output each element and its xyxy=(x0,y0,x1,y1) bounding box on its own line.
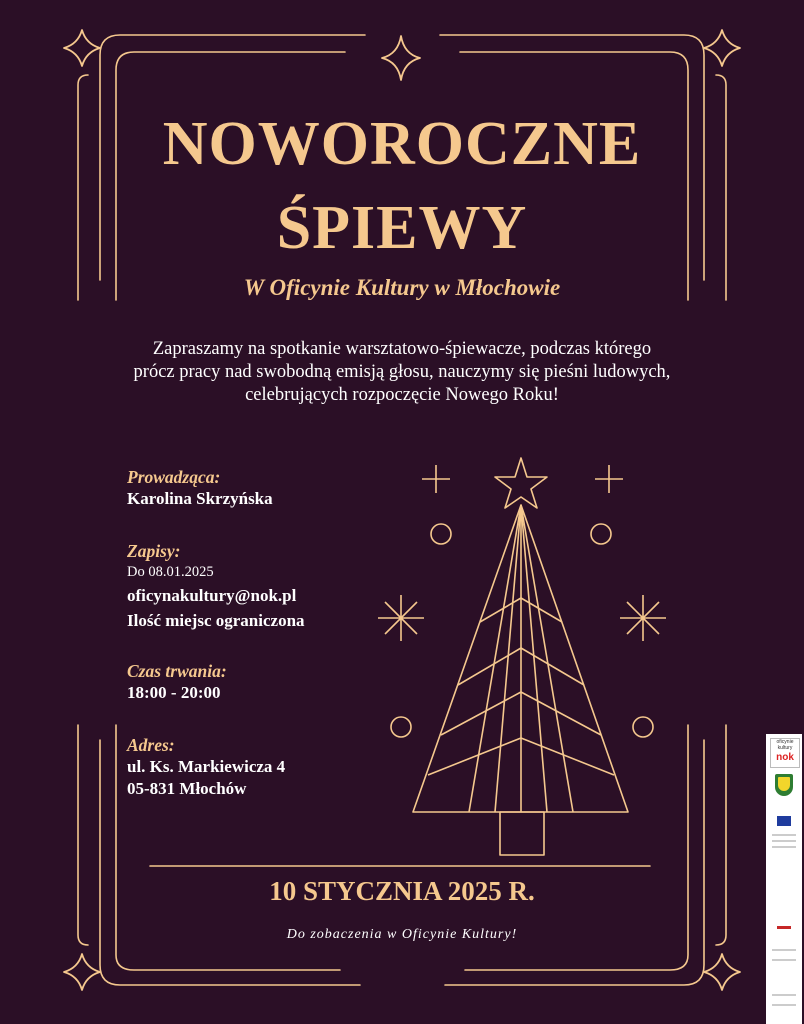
sponsor-text-bar xyxy=(772,840,796,842)
signup-email[interactable]: oficynakultury@nok.pl xyxy=(127,586,297,605)
subtitle: W Oficynie Kultury w Młochowie xyxy=(243,275,561,300)
circle-ornament-icon xyxy=(431,524,451,544)
snowflake-icon xyxy=(620,595,666,641)
circle-ornament-icon xyxy=(633,717,653,737)
circle-ornament-icon xyxy=(391,717,411,737)
frame-bottom-right xyxy=(445,740,704,985)
intro-text xyxy=(100,338,704,407)
duration-section xyxy=(127,661,407,704)
sponsor-red-logo-icon xyxy=(777,926,791,929)
address-section xyxy=(127,735,407,800)
nok-letter: k xyxy=(788,752,794,763)
nok-letter: n xyxy=(776,752,783,763)
top-star-icon xyxy=(382,36,420,80)
farewell-text: Do zobaczenia w Oficynie Kultury! xyxy=(286,927,518,942)
circle-ornament-icon xyxy=(591,524,611,544)
host-label: Prowadząca: xyxy=(127,467,221,487)
duration-label: Czas trwania: xyxy=(127,661,227,681)
nok-caption: oficynie kultury xyxy=(776,739,794,751)
corner-star-icon xyxy=(704,954,740,990)
sponsor-text-bar xyxy=(772,1004,796,1006)
plus-icon xyxy=(422,465,450,493)
nok-logo xyxy=(770,738,800,768)
address-street: ul. Ks. Markiewicza 4 xyxy=(127,757,286,776)
corner-star-icon xyxy=(64,30,100,66)
signup-section xyxy=(127,541,407,632)
title-line-2: ŚPIEWY xyxy=(276,194,528,262)
intro-line: Zapraszamy na spotkanie warsztatowo-śpiewacze, podczas którego xyxy=(152,339,652,359)
address-label: Adres: xyxy=(127,735,175,755)
sponsor-text-bar xyxy=(772,959,796,961)
sponsor-text-bar xyxy=(772,994,796,996)
plus-icon xyxy=(595,465,623,493)
signup-label: Zapisy: xyxy=(127,541,181,561)
host-name: Karolina Skrzyńska xyxy=(127,489,273,508)
title-line-1: NOWOROCZNE xyxy=(162,110,642,178)
sponsor-text-bar xyxy=(772,834,796,836)
municipality-crest-icon xyxy=(775,774,793,796)
intro-line: celebrujących rozpoczęcie Nowego Roku! xyxy=(245,385,559,405)
host-section xyxy=(127,467,407,510)
corner-star-icon xyxy=(64,954,100,990)
sponsor-text-bar xyxy=(772,846,796,848)
duration-time: 18:00 - 20:00 xyxy=(127,683,221,702)
nok-letter: o xyxy=(782,752,789,763)
corner-star-icon xyxy=(704,30,740,66)
event-date: 10 STYCZNIA 2025 R. xyxy=(269,876,535,906)
sponsor-text-bar xyxy=(772,949,796,951)
signup-note: Ilość miejsc ograniczona xyxy=(127,611,305,630)
eu-flag-icon xyxy=(777,816,791,826)
sponsor-logos-strip xyxy=(766,734,802,1024)
address-city: 05-831 Młochów xyxy=(127,779,247,798)
christmas-tree-icon xyxy=(378,458,666,855)
signup-deadline: Do 08.01.2025 xyxy=(127,564,214,580)
intro-line: prócz pracy nad swobodną emisją głosu, nauczymy się pieśni ludowych, xyxy=(133,362,671,382)
